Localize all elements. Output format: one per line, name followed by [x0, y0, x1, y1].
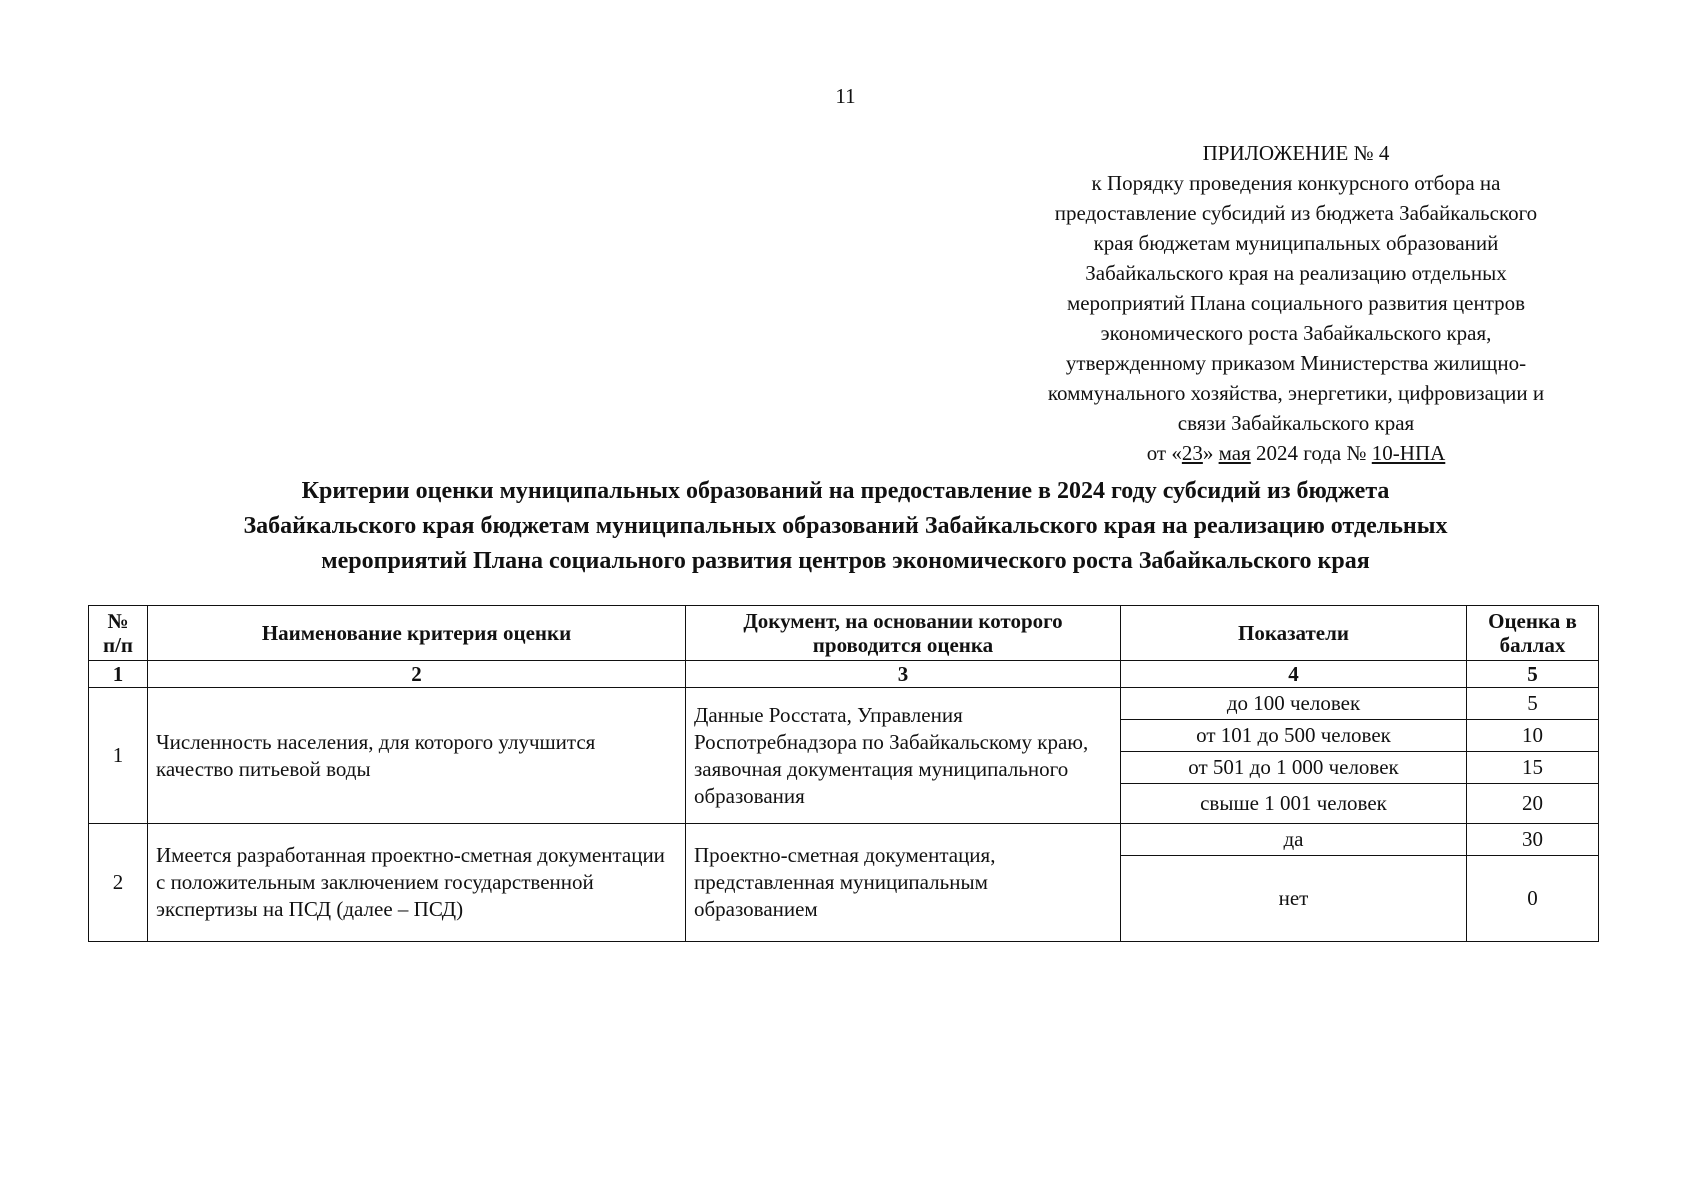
title-line: мероприятий Плана социального развития центров экономического роста Забайкальского края	[321, 548, 1370, 574]
row-number: 2	[89, 824, 148, 942]
column-number: 4	[1121, 661, 1467, 688]
score-cell: 5	[1467, 688, 1599, 720]
document-cell: Данные Росстата, Управления Роспотребнадзора по Забайкальскому краю, заявочная документация муниципального образования	[686, 688, 1121, 824]
title-line: Забайкальского края бюджетам муниципальных образований Забайкальского края на реализацию отдельных	[243, 513, 1448, 539]
score-cell: 10	[1467, 720, 1599, 752]
appendix-line: утвержденному приказом Министерства жилищно-	[1065, 351, 1527, 375]
header-indicators: Показатели	[1121, 606, 1467, 661]
score-cell: 0	[1467, 856, 1599, 942]
header-num: № п/п	[89, 606, 148, 661]
document-title	[60, 474, 1631, 579]
score-cell: 15	[1467, 752, 1599, 784]
appendix-line: Забайкальского края на реализацию отдельных	[1085, 261, 1507, 285]
column-number-row	[89, 661, 1599, 688]
criterion-cell: Имеется разработанная проектно-сметная документации с положительным заключением государственной экспертизы на ПСД (далее – ПСД)	[148, 824, 686, 942]
appendix-line: коммунального хозяйства, энергетики, цифровизации и	[1047, 381, 1545, 405]
score-cell: 20	[1467, 784, 1599, 824]
page-number: 11	[835, 84, 856, 108]
appendix-line: края бюджетам муниципальных образований	[1093, 231, 1499, 255]
appendix-date	[976, 438, 1616, 468]
title-line: Критерии оценки муниципальных образований на предоставление в 2024 году субсидий из бюджета	[301, 478, 1390, 504]
indicator-cell: от 501 до 1 000 человек	[1121, 752, 1467, 784]
table-header-row	[89, 606, 1599, 661]
indicator-cell: от 101 до 500 человек	[1121, 720, 1467, 752]
appendix-line: связи Забайкальского края	[1177, 411, 1415, 435]
date-year: 2024 года №	[1250, 441, 1372, 465]
date-month: мая	[1218, 441, 1251, 465]
column-number: 3	[686, 661, 1121, 688]
date-prefix: от «	[1146, 441, 1182, 465]
header-criterion: Наименование критерия оценки	[148, 606, 686, 661]
criterion-cell: Численность населения, для которого улучшится качество питьевой воды	[148, 688, 686, 824]
document-cell: Проектно-сметная документация, представленная муниципальным образованием	[686, 824, 1121, 942]
appendix-line: предоставление субсидий из бюджета Забайкальского	[1054, 201, 1538, 225]
appendix-block	[976, 138, 1616, 468]
score-cell: 30	[1467, 824, 1599, 856]
indicator-cell: до 100 человек	[1121, 688, 1467, 720]
indicator-cell: да	[1121, 824, 1467, 856]
date-day: 23	[1181, 441, 1203, 465]
appendix-line: мероприятий Плана социального развития центров	[1066, 291, 1526, 315]
criteria-table	[88, 605, 1599, 942]
column-number: 1	[89, 661, 148, 688]
header-score: Оценка в баллах	[1467, 606, 1599, 661]
appendix-line: экономического роста Забайкальского края,	[1100, 321, 1492, 345]
indicator-cell: свыше 1 001 человек	[1121, 784, 1467, 824]
table-row	[89, 688, 1599, 720]
header-document: Документ, на основании которого проводится оценка	[686, 606, 1121, 661]
column-number: 5	[1467, 661, 1599, 688]
appendix-heading: ПРИЛОЖЕНИЕ № 4	[1202, 141, 1390, 165]
table-row	[89, 824, 1599, 856]
row-number: 1	[89, 688, 148, 824]
order-number: 10-НПА	[1371, 441, 1446, 465]
date-mid: »	[1202, 441, 1219, 465]
column-number: 2	[148, 661, 686, 688]
indicator-cell: нет	[1121, 856, 1467, 942]
appendix-line: к Порядку проведения конкурсного отбора на	[1091, 171, 1501, 195]
